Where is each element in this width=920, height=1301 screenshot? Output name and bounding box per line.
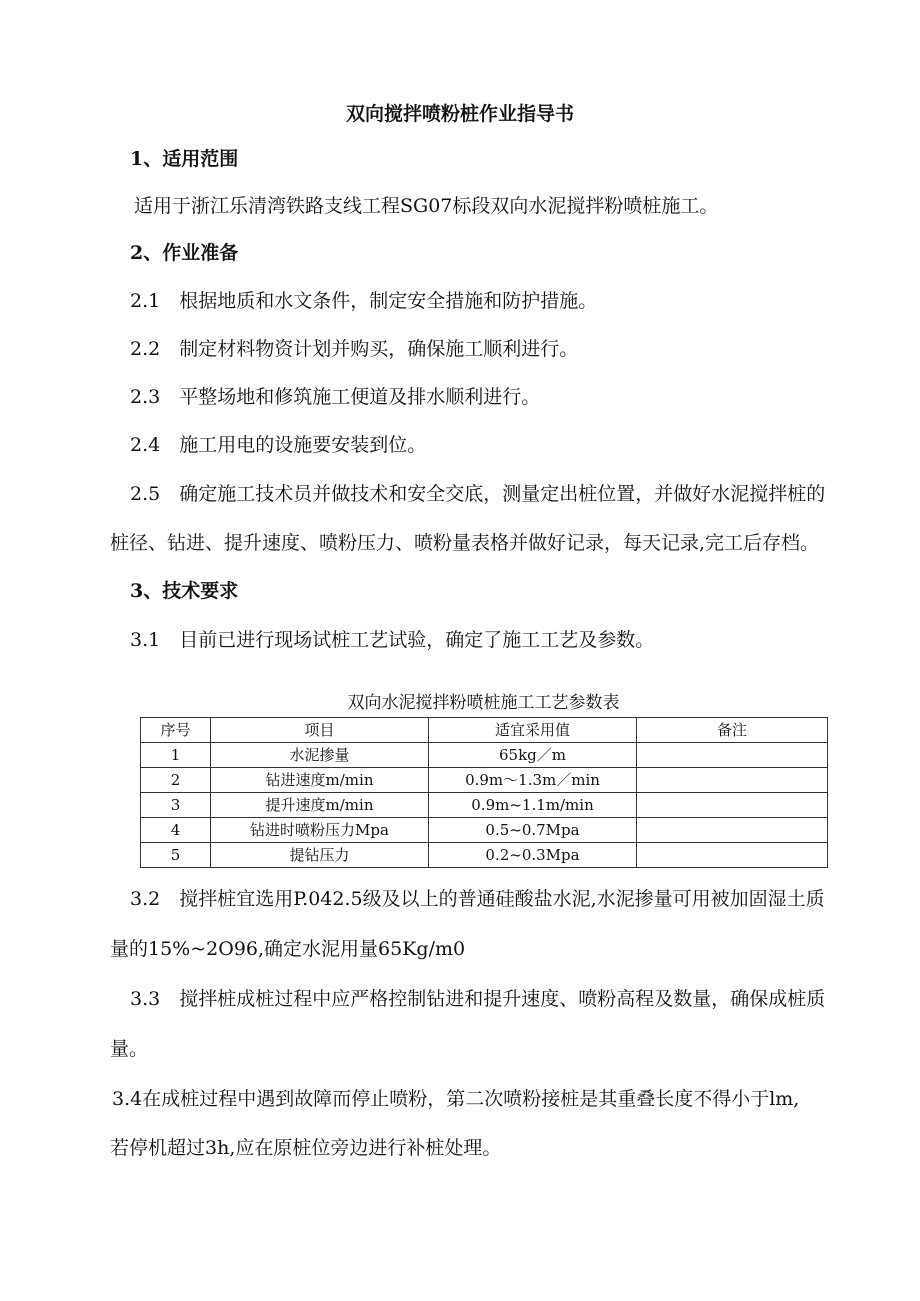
header-cell-note: 备注	[637, 718, 828, 743]
cell-value: 0.2~0.3Mpa	[429, 843, 637, 868]
cell-note	[637, 743, 828, 768]
section-3-3-line2: 量。	[110, 1038, 149, 1060]
cell-index: 5	[141, 843, 211, 868]
section-2-1: 2.1 根据地质和水文条件，制定安全措施和防护措施。	[130, 290, 598, 312]
table-row	[141, 793, 828, 818]
cell-value: 0.9m～1.3m／min	[429, 768, 637, 793]
section-3-1: 3.1 目前已进行现场试桩工艺试验，确定了施工工艺及参数。	[130, 629, 655, 651]
cell-value: 65kg／m	[429, 743, 637, 768]
section-2-5-line1: 2.5 确定施工技术员并做技术和安全交底，测量定出桩位置，并做好水泥搅拌桩的	[130, 483, 826, 505]
cell-value: 0.5~0.7Mpa	[429, 818, 637, 843]
cell-item: 提钻压力	[211, 843, 429, 868]
table-row	[141, 843, 828, 868]
cell-index: 2	[141, 768, 211, 793]
table-header-row	[141, 718, 828, 743]
table-row	[141, 743, 828, 768]
header-cell-value: 适宜采用值	[429, 718, 637, 743]
section-2-3: 2.3 平整场地和修筑施工便道及排水顺利进行。	[130, 386, 541, 408]
cell-item: 提升速度m/min	[211, 793, 429, 818]
cell-note	[637, 843, 828, 868]
cell-item: 钻进速度m/min	[211, 768, 429, 793]
section-3-4-line1: 3.4在成桩过程中遇到故障而停止喷粉，第二次喷粉接桩是其重叠长度不得小于lm,	[112, 1088, 800, 1110]
header-cell-item: 项目	[211, 718, 429, 743]
table-caption: 双向水泥搅拌粉喷桩施工工艺参数表	[347, 693, 620, 713]
cell-note	[637, 818, 828, 843]
parameter-table	[140, 717, 828, 868]
section-3-2-line2: 量的15%~2O96,确定水泥用量65Kg∕m0	[110, 938, 466, 960]
section-1-text: 适用于浙江乐清湾铁路支线工程SG07标段双向水泥搅拌粉喷桩施工。	[134, 195, 719, 217]
section-1-heading: 1、适用范围	[130, 148, 239, 170]
cell-value: 0.9m~1.1m/min	[429, 793, 637, 818]
cell-note	[637, 768, 828, 793]
document-title: 双向搅拌喷粉桩作业指导书	[345, 103, 574, 125]
section-3-2-line1: 3.2 搅拌桩宜选用P.042.5级及以上的普通硅酸盐水泥,水泥掺量可用被加固湿土质	[130, 888, 825, 910]
header-cell-index: 序号	[141, 718, 211, 743]
section-2-5-line2: 桩径、钻进、提升速度、喷粉压力、喷粉量表格并做好记录，每天记录,完工后存档。	[110, 532, 820, 554]
section-2-2: 2.2 制定材料物资计划并购买，确保施工顺利进行。	[130, 338, 579, 360]
cell-index: 1	[141, 743, 211, 768]
section-2-4: 2.4 施工用电的设施要安装到位。	[130, 434, 427, 456]
section-2-heading: 2、作业准备	[130, 242, 239, 264]
cell-item: 钻进时喷粉压力Mpa	[211, 818, 429, 843]
table-row	[141, 768, 828, 793]
section-3-3-line1: 3.3 搅拌桩成桩过程中应严格控制钻进和提升速度、喷粉高程及数量，确保成桩质	[130, 988, 826, 1010]
cell-index: 4	[141, 818, 211, 843]
table-row	[141, 818, 828, 843]
section-3-4-line2: 若停机超过3h,应在原桩位旁边进行补桩处理。	[110, 1137, 502, 1159]
cell-item: 水泥掺量	[211, 743, 429, 768]
section-3-heading: 3、技术要求	[130, 580, 239, 602]
cell-note	[637, 793, 828, 818]
cell-index: 3	[141, 793, 211, 818]
